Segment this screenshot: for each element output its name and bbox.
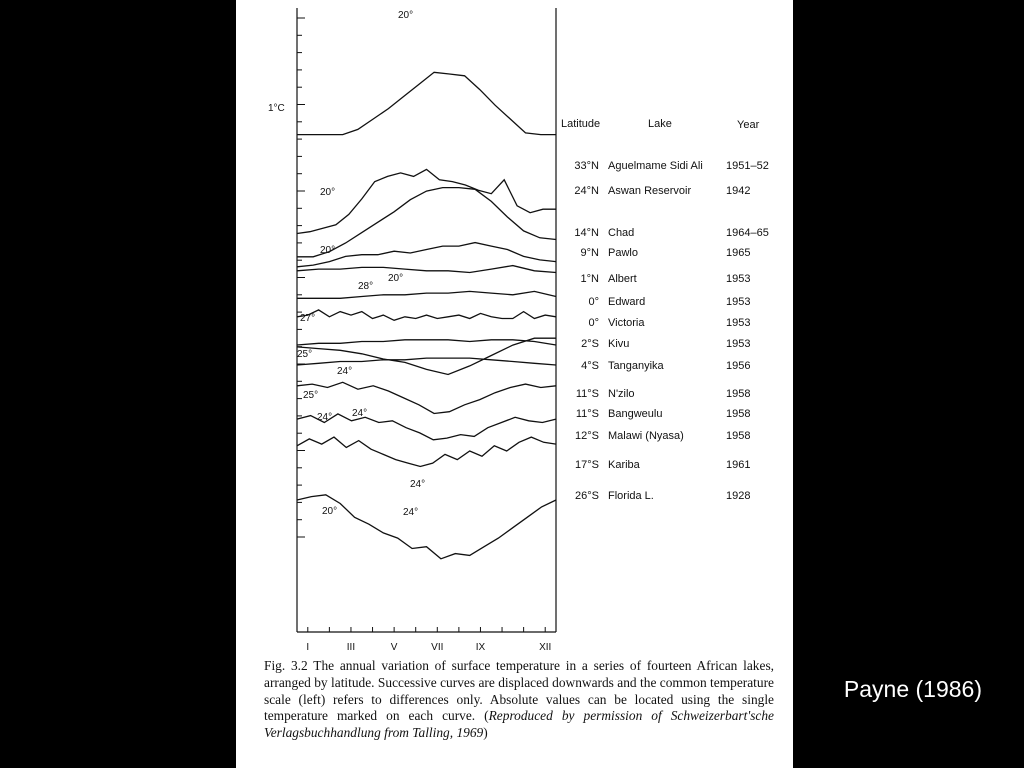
row-year: 1928 [726,490,751,502]
row-lake: Chad [608,227,635,239]
temp-label: 20° [320,187,336,198]
row-year: 1965 [726,247,751,259]
caption-fig-label: Fig. 3.2 [264,658,308,673]
temp-label: 20° [320,245,336,256]
row-latitude: 2°S [581,338,599,350]
row-latitude: 4°S [581,360,599,372]
row-year: 1953 [726,273,751,285]
temp-label: 25° [303,390,319,401]
row-latitude: 9°N [580,247,599,259]
curve-tanganyika [297,358,556,365]
temp-label: 20° [322,506,338,517]
row-lake: Florida L. [608,490,654,502]
temp-label: 20° [398,10,414,21]
row-year: 1951–52 [726,160,769,172]
temp-label: 24° [352,408,368,419]
row-year: 1953 [726,296,751,308]
curve-aguelmame-sidi-ali [297,72,556,134]
x-tick-label: IX [475,642,486,653]
row-latitude: 12°S [575,430,599,442]
row-lake: Albert [608,273,637,285]
temp-label: 24° [317,412,333,423]
row-lake: Aguelmame Sidi Ali [608,160,703,172]
temp-label: 20° [388,273,404,284]
temp-label: 24° [337,366,353,377]
row-latitude: 0° [588,317,599,329]
curve-victoria [297,310,556,320]
x-tick-label: I [306,642,310,653]
scale-label: 1°C [268,103,285,114]
row-lake: Edward [608,296,646,308]
x-tick-label: XII [539,642,552,653]
temp-label: 24° [410,479,426,490]
row-latitude: 11°S [575,408,599,420]
row-latitude: 1°N [580,273,599,285]
row-year: 1958 [726,430,751,442]
row-year: 1953 [726,317,751,329]
credit-text: Payne (1986) [843,676,982,702]
row-lake: Victoria [608,317,645,329]
temp-label: 28° [358,281,374,292]
curve-florida-l- [297,495,556,559]
x-tick-label: III [346,642,356,653]
chart-axes [268,8,556,653]
row-latitude: 0° [588,296,599,308]
row-latitude: 33°N [574,160,599,172]
header-latitude: Latitude [561,118,601,130]
header-lake: Lake [648,118,672,130]
temp-label: 27° [300,313,316,324]
row-lake: Kariba [608,459,640,471]
temp-label: 25° [297,349,313,360]
row-latitude: 26°S [575,490,599,502]
figure-caption [264,658,774,742]
curve-kariba [297,437,556,466]
row-latitude: 17°S [575,459,599,471]
temperature-curves [297,72,556,559]
row-year: 1958 [726,408,751,420]
header-year: Year [737,119,760,131]
row-year: 1958 [726,388,751,400]
row-lake: Malawi (Nyasa) [608,430,684,442]
row-year: 1961 [726,459,751,471]
curve-pawlo [297,243,556,267]
x-tick-label: VII [431,642,444,653]
curve-albert [297,266,556,273]
row-year: 1953 [726,338,751,350]
curve-chad [297,188,556,257]
row-lake: Tanganyika [608,360,664,372]
caption-end: ) [483,725,488,741]
x-tick-label: V [390,642,398,653]
row-lake: Aswan Reservoir [608,185,692,197]
row-lake: Pawlo [608,247,638,259]
row-lake: Bangweulu [608,408,663,420]
row-latitude: 11°S [575,388,599,400]
caption-text: The annual variation of surface temperature in a series of fourteen African lakes, arranged by latitude. Successive curves are displaced downwards and the common temperature scale (left) refers to differences only. Absolute values can be located using the single temperature marked on each curve. ( [264,658,775,724]
curve-bangweulu [297,382,556,413]
row-lake: N'zilo [608,388,635,400]
row-year: 1964–65 [726,227,769,239]
row-latitude: 24°N [574,185,599,197]
row-year: 1956 [726,360,751,372]
row-latitude: 14°N [574,227,599,239]
curve-malawi-nyasa- [297,414,556,440]
curve-edward [297,291,556,298]
caption-reproduced: Reproduced by permission of Schweizerbart'sche Verlagsbuchhandlung from Talling, 1969 [264,708,774,741]
row-lake: Kivu [608,338,630,350]
lake-table [561,118,769,502]
temp-label: 24° [403,507,419,518]
curve-aswan-reservoir [297,169,556,233]
row-year: 1942 [726,185,751,197]
